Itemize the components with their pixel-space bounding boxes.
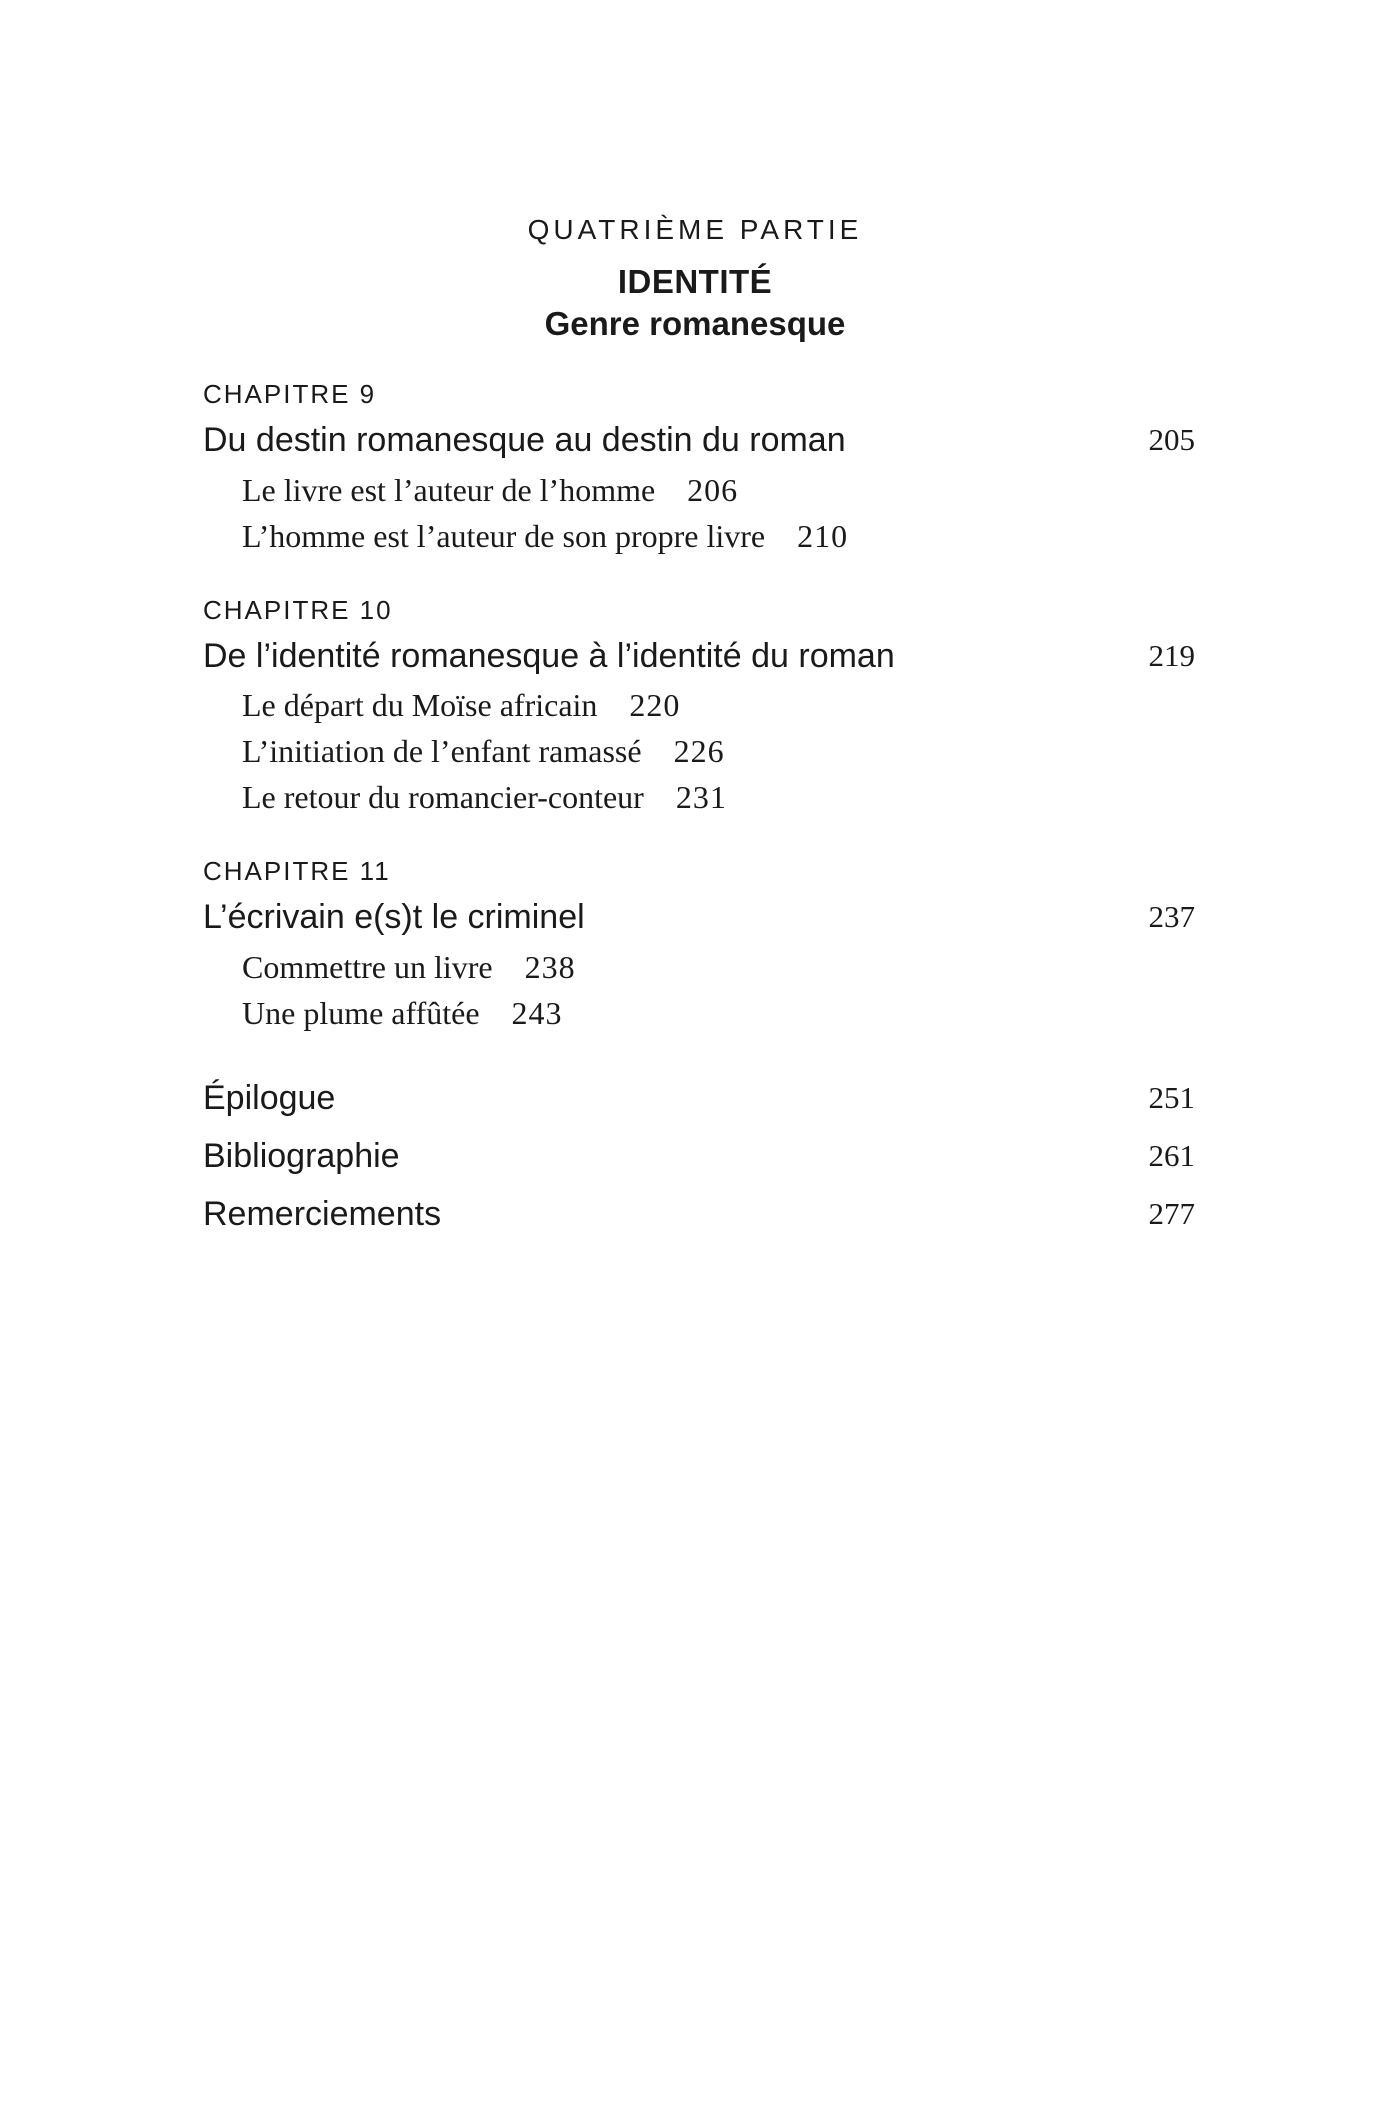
- section-page-number: 243: [511, 995, 563, 1031]
- chapter-label: CHAPITRE 9: [203, 379, 377, 409]
- back-matter-entry[interactable]: [203, 1134, 1195, 1178]
- back-matter-page-number: 251: [1148, 1080, 1195, 1115]
- chapter-label: CHAPITRE 11: [203, 856, 391, 886]
- back-matter-entry[interactable]: [203, 1076, 1195, 1120]
- back-matter-title: Bibliographie: [203, 1137, 400, 1175]
- chapter-entry[interactable]: [203, 634, 1195, 678]
- section-title: Une plume affûtée: [242, 995, 480, 1031]
- section-entry[interactable]: [242, 992, 563, 1034]
- section-title: L’homme est l’auteur de son propre livre: [242, 518, 766, 554]
- section-entry[interactable]: [242, 946, 576, 988]
- section-entry[interactable]: [242, 684, 680, 726]
- section-title: Commettre un livre: [242, 949, 493, 985]
- back-matter-entry[interactable]: [203, 1192, 1195, 1236]
- section-page-number: 231: [675, 779, 727, 815]
- section-title: L’initiation de l’enfant ramassé: [242, 733, 642, 769]
- chapter-page-number: 219: [1148, 638, 1195, 673]
- section-page-number: 220: [629, 687, 681, 723]
- chapter-entry[interactable]: [203, 418, 1195, 462]
- section-entry[interactable]: [242, 469, 738, 511]
- back-matter-page-number: 277: [1148, 1196, 1195, 1231]
- chapter-label: CHAPITRE 10: [203, 595, 393, 625]
- section-title: Le livre est l’auteur de l’homme: [242, 472, 656, 508]
- chapter-entry[interactable]: [203, 895, 1195, 939]
- chapter-title: L’écrivain e(s)t le criminel: [203, 898, 585, 936]
- section-entry[interactable]: [242, 515, 848, 557]
- chapter-page-number: 237: [1148, 899, 1195, 934]
- section-entry[interactable]: [242, 776, 727, 818]
- section-title: Le retour du romancier-conteur: [242, 779, 644, 815]
- chapter-title: Du destin romanesque au destin du roman: [203, 421, 846, 459]
- section-page-number: 210: [797, 518, 849, 554]
- section-page-number: 206: [687, 472, 739, 508]
- section-entry[interactable]: [242, 730, 725, 772]
- section-title: Le départ du Moïse africain: [242, 687, 598, 723]
- back-matter-page-number: 261: [1148, 1138, 1195, 1173]
- chapter-page-number: 205: [1148, 422, 1195, 457]
- section-page-number: 226: [673, 733, 725, 769]
- part-label: QUATRIÈME PARTIE: [527, 214, 863, 245]
- part-title: IDENTITÉ: [617, 263, 773, 300]
- back-matter-title: Épilogue: [203, 1079, 336, 1117]
- part-subtitle: Genre romanesque: [544, 305, 846, 342]
- section-page-number: 238: [524, 949, 576, 985]
- chapter-title: De l’identité romanesque à l’identité du roman: [203, 637, 895, 675]
- back-matter-title: Remerciements: [203, 1195, 442, 1233]
